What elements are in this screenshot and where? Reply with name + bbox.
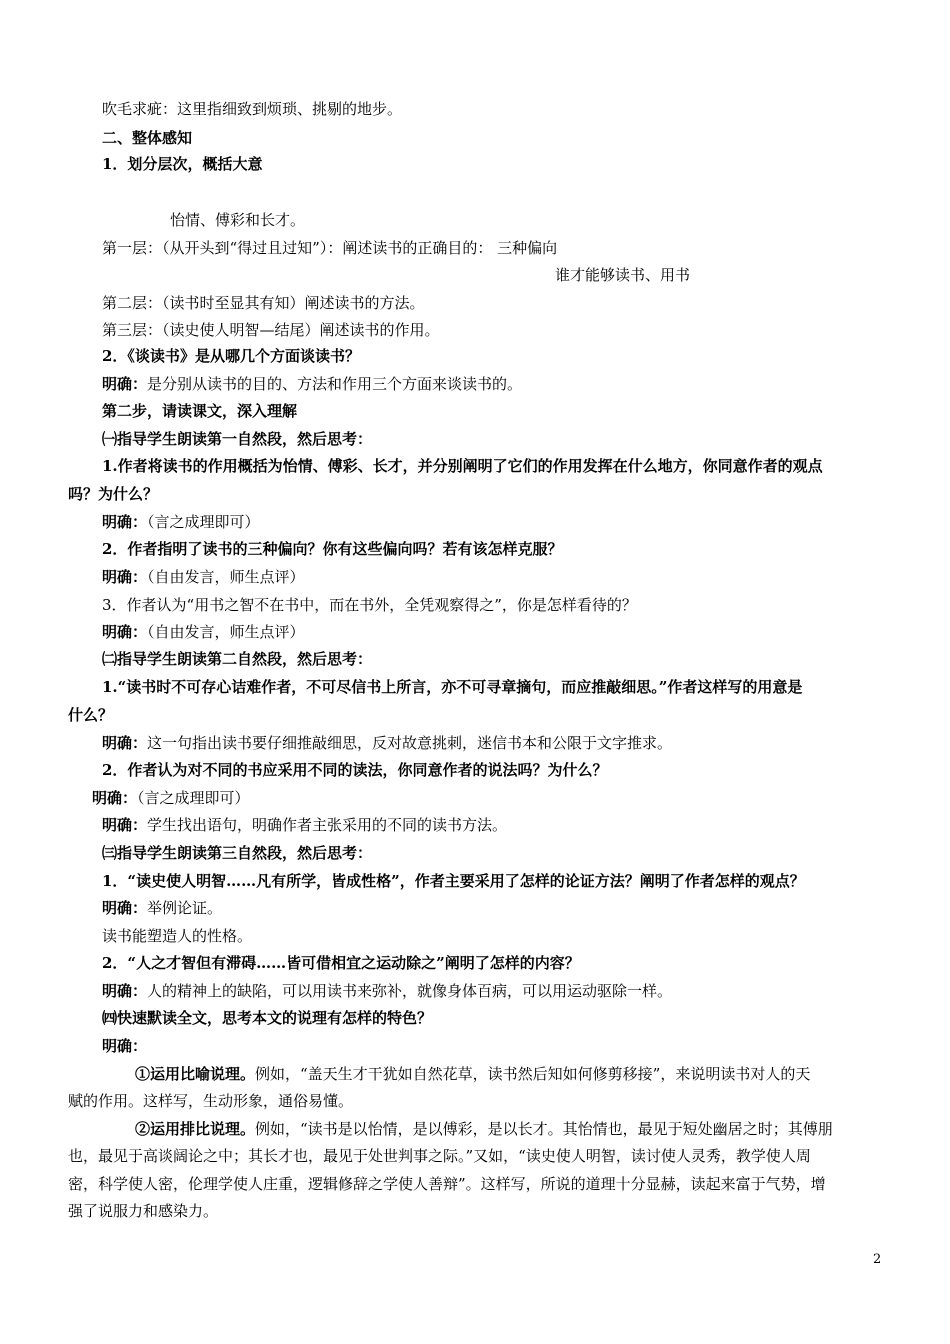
subsection-heading: 1．划分层次，概括大意 [102,155,263,173]
layer-one: 第一层：（从开头到“得过且过知”）：阐述读书的正确目的： 三种偏向 [102,239,558,257]
question-continued: 吗？为什么？ [68,485,159,503]
question: 2．作者认为对不同的书应采用不同的读法，你同意作者的说法吗？为什么？ [102,761,608,779]
part-heading: ㈡指导学生朗读第二自然段，然后思考： [102,650,373,668]
point-parallelism-continued: 也，最见于高谈阔论之中；其长才也，最见于处世判事之际。”又如，“读史使人明智，读讨使人灵秀，教学使人周 [68,1147,811,1165]
part-heading: ㈠指导学生朗读第一自然段，然后思考： [102,430,373,448]
answer: 明确：学生找出语句，明确作者主张采用的不同的读书方法。 [102,816,508,834]
question: 1．“读史使人明智……凡有所学，皆成性格”，作者主要采用了怎样的论证方法？阐明了作者怎样的观点？ [102,872,805,890]
question: 1.作者将读书的作用概括为怡情、傅彩、长才，并分别阐明了它们的作用发挥在什么地方，你同意作者的观点 [102,457,823,475]
diagram-branch-bottom: 谁才能够读书、用书 [555,266,691,284]
answer: 明确：（自由发言，师生点评） [102,568,305,586]
answer-label: 明确： [102,1037,148,1055]
point-parallelism: ②运用排比说理。例如，“读书是以怡情，是以傅彩，是以长才。其怡情也，最见于短处幽居之时；其傅朋 [135,1120,833,1138]
layer-three: 第三层：（读史使人明智—结尾）阐述读书的作用。 [102,321,440,339]
answer: 明确：这一句指出读书要仔细推敲细思，反对故意挑刺，迷信书本和公限于文字推求。 [102,734,673,752]
part-heading: ㈢指导学生朗读第三自然段，然后思考： [102,844,373,862]
point-metaphor: ①运用比喻说理。例如，“盖天生才干犹如自然花草，读书然后知如何修剪移接”，来说明读书对人的天 [135,1065,811,1083]
answer: 明确：举例论证。 [102,899,223,917]
point-metaphor-continued: 赋的作用。这样写，生动形象，通俗易懂。 [68,1092,354,1110]
vocab-note: 吹毛求疵：这里指细致到烦琐、挑剔的地步。 [102,100,403,118]
answer: 明确：（自由发言，师生点评） [102,623,305,641]
question: 2．“人之才智但有滞碍……皆可借相宜之运动除之”阐明了怎样的内容？ [102,954,580,972]
answer: 明确：（言之成理即可） [102,513,260,531]
answer: 明确：是分别从读书的目的、方法和作用三个方面来谈读书的。 [102,375,523,393]
question: 3．作者认为“用书之智不在书中，而在书外，全凭观察得之”，你是怎样看待的？ [102,596,637,614]
question-continued: 什么？ [68,706,114,724]
step-heading: 第二步，请读课文，深入理解 [102,402,298,420]
section-heading: 二、整体感知 [102,129,193,147]
point-parallelism-continued: 密，科学使人密，伦理学使人庄重，逻辑修辞之学使人善辩”。这样写，所说的道理十分显赫，读起来富于气势，增 [68,1175,826,1193]
question: 2．作者指明了读书的三种偏向？你有这些偏向吗？若有该怎样克服？ [102,540,563,558]
question: 1.“读书时不可存心诘难作者，不可尽信书上所言，亦不可寻章摘句，而应推敲细思。”作者这样写的用意是 [102,678,803,696]
answer: 明确：人的精神上的缺陷，可以用读书来弥补，就像身体百病，可以用运动驱除一样。 [102,982,673,1000]
part-heading: ㈣快速默读全文，思考本文的说理有怎样的特色？ [102,1009,433,1027]
layer-two: 第二层：（读书时至显其有知）阐述读书的方法。 [102,294,425,312]
point-parallelism-continued: 强了说服力和感染力。 [68,1202,219,1220]
diagram-branch-top: 怡情、傅彩和长才。 [170,211,306,229]
page-number: 2 [873,1252,882,1267]
answer-continued: 读书能塑造人的性格。 [102,927,253,945]
question: 2．《谈读书》是从哪几个方面谈读书？ [102,347,360,365]
answer: 明确：（言之成理即可） [92,789,250,807]
